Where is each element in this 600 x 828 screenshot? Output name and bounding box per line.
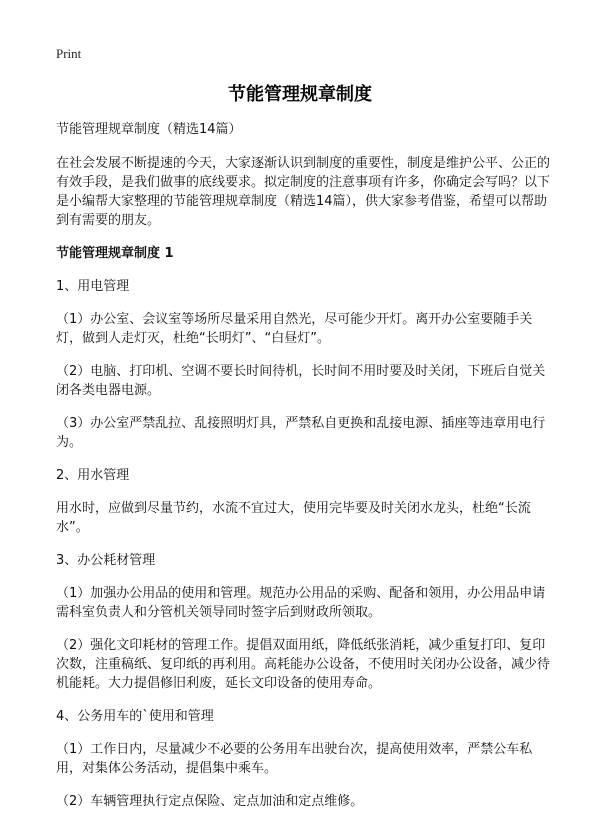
item-heading-electricity: 1、用电管理 — [56, 279, 130, 294]
paragraph: （1）办公室、会议室等场所尽量采用自然光，尽可能少开灯。离开办公室要随手关灯，做到人走灯灭，杜绝“长明灯”、“白昼灯”。 — [56, 312, 533, 346]
paragraph: （1）加强办公用品的使用和管理。规范办公用品的采购、配备和领用，办公用品申请需科室负责人和分管机关领导同时签字后到财政所领取。 — [56, 586, 546, 620]
intro-paragraph: 在社会发展不断提速的今天，大家逐渐认识到制度的重要性，制度是维护公平、公正的有效手段，是我们做事的底线要求。拟定制度的注意事项有许多，你确定会写吗？以下是小编帮大家整理的节能管理规章制度（精选14篇），供大家参考借鉴，希望可以帮助到有需要的朋友。 — [56, 156, 551, 228]
item-heading-water: 2、用水管理 — [56, 468, 130, 483]
page-title: 节能管理规章制度 — [228, 84, 372, 105]
document-body — [56, 120, 550, 825]
paragraph: （3）办公室严禁乱拉、乱接照明灯具，严禁私自更换和乱接电源、插座等违章用电行为。 — [56, 416, 546, 450]
item-heading-office-supplies: 3、办公耗材管理 — [56, 553, 156, 568]
paragraph: （2）电脑、打印机、空调不要长时间待机，长时间不用时要及时关闭，下班后自觉关闭各类电器电源。 — [56, 364, 546, 398]
print-link[interactable]: Print — [56, 46, 82, 61]
item-heading-vehicles: 4、公务用车的`使用和管理 — [56, 709, 214, 724]
paragraph: 用水时，应做到尽量节约，水流不宜过大，使用完毕要及时关闭水龙头，杜绝“长流水”。 — [56, 501, 531, 535]
paragraph: （2）车辆管理执行定点保险、定点加油和定点维修。 — [56, 794, 364, 809]
section-heading: 节能管理规章制度 1 — [56, 246, 174, 261]
paragraph: （1）工作日内，尽量减少不必要的公务用车出驶台次，提高使用效率，严禁公车私用，对集体公务活动，提倡集中乘车。 — [56, 742, 533, 776]
document-subtitle: 节能管理规章制度（精选14篇） — [56, 122, 242, 137]
paragraph: （2）强化文印耗材的管理工作。提倡双面用纸，降低纸张消耗，减少重复打印、复印次数，注重稿纸、复印纸的再利用。高耗能办公设备，不使用时关闭办公设备，减少待机能耗。大力提倡修旧利废，延长文印设备的使用寿命。 — [56, 638, 551, 691]
